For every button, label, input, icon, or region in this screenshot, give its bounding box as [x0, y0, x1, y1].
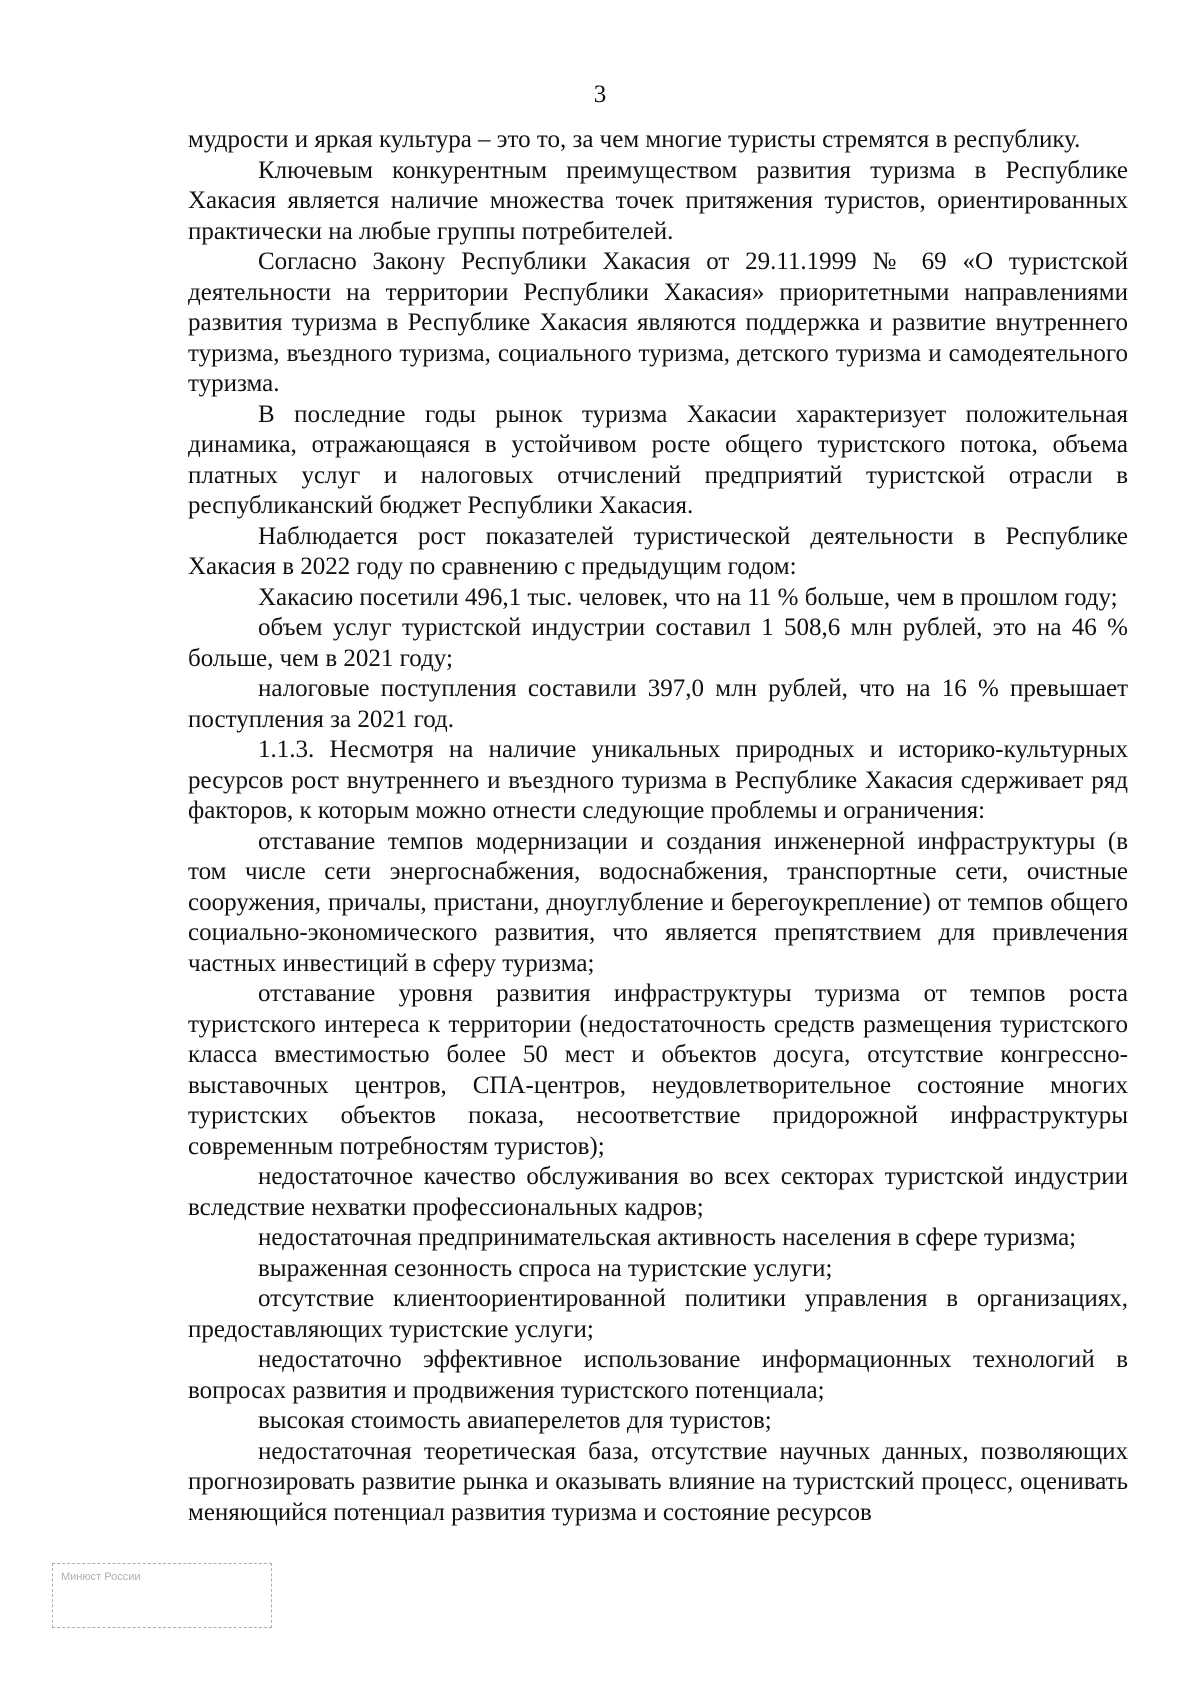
list-item: недостаточная предпринимательская активность населения в сфере туризма; [258, 1224, 1077, 1251]
list-item: высокая стоимость авиаперелетов для туристов; [258, 1407, 772, 1434]
list-item: недостаточная теоретическая база, отсутствие научных данных, позволяющих прогнозировать развитие рынка и оказывать влияние на туристский процесс, оценивать меняющийся потенциал развития туризма и состояние ресурсов [188, 1437, 1128, 1526]
paragraph: Ключевым конкурентным преимуществом развития туризма в Республике Хакасия является наличие множества точек притяжения туристов, ориентированных практически на любые группы потребителей. [188, 156, 1128, 245]
paragraph: налоговые поступления составили 397,0 млн рублей, что на 16 % превышает поступления за 2021 год. [188, 675, 1128, 733]
page-number: 3 [593, 81, 607, 108]
paragraph: мудрости и яркая культура – это то, за чем многие туристы стремятся в республику. [188, 126, 1081, 153]
list-item: отставание темпов модернизации и создания инженерной инфраструктуры (в том числе сети энергоснабжения, водоснабжения, транспортные сети, очистные сооружения, причалы, пристани, дноуглубление и берегоукрепление) от темпов общего социально-экономического развития, что является препятствием для привлечения частных инвестиций в сферу туризма; [188, 827, 1128, 977]
stamp-line: Минюст России [61, 1571, 141, 1583]
list-item: недостаточное качество обслуживания во всех секторах туристской индустрии вследствие нехватки профессиональных кадров; [188, 1163, 1128, 1221]
registration-stamp [52, 1563, 272, 1628]
list-item: отсутствие клиентоориентированной политики управления в организациях, предоставляющих туристские услуги; [188, 1285, 1128, 1343]
list-item: отставание уровня развития инфраструктуры туризма от темпов роста туристского интереса к территории (недостаточность средств размещения туристского класса вместимостью более 50 мест и объектов досуга, отсутствие конгрессно-выставочных центров, СПА-центров, неудовлетворительное состояние многих туристских объектов показа, несоответствие придорожной инфраструктуры современным потребностям туристов); [188, 980, 1128, 1160]
paragraph: Хакасию посетили 496,1 тыс. человек, что на 11 % больше, чем в прошлом году; [258, 583, 1118, 611]
paragraph: Наблюдается рост показателей туристической деятельности в Республике Хакасия в 2022 году по сравнению с предыдущим годом: [188, 522, 1128, 580]
paragraph: объем услуг туристской индустрии составил 1 508,6 млн рублей, это на 46 % больше, чем в 2021 году; [188, 614, 1128, 672]
list-item: недостаточно эффективное использование информационных технологий в вопросах развития и продвижения туристского потенциала; [188, 1346, 1128, 1404]
list-item: выраженная сезонность спроса на туристские услуги; [258, 1254, 833, 1282]
paragraph: В последние годы рынок туризма Хакасии характеризует положительная динамика, отражающаяся в устойчивом росте общего туристского потока, объема платных услуг и налоговых отчислений предприятий туристской отрасли в республиканский бюджет Республики Хакасия. [188, 400, 1128, 519]
document-body [188, 125, 1128, 1528]
paragraph: Согласно Закону Республики Хакасия от 29.11.1999 № 69 «О туристской деятельности на территории Республики Хакасия» приоритетными направлениями развития туризма в Республике Хакасия являются поддержка и развитие внутреннего туризма, въездного туризма, социального туризма, детского туризма и самодеятельного туризма. [188, 248, 1128, 397]
paragraph: 1.1.3. Несмотря на наличие уникальных природных и историко-культурных ресурсов рост внутреннего и въездного туризма в Республике Хакасия сдерживает ряд факторов, к которым можно отнести следующие проблемы и ограничения: [188, 736, 1128, 824]
